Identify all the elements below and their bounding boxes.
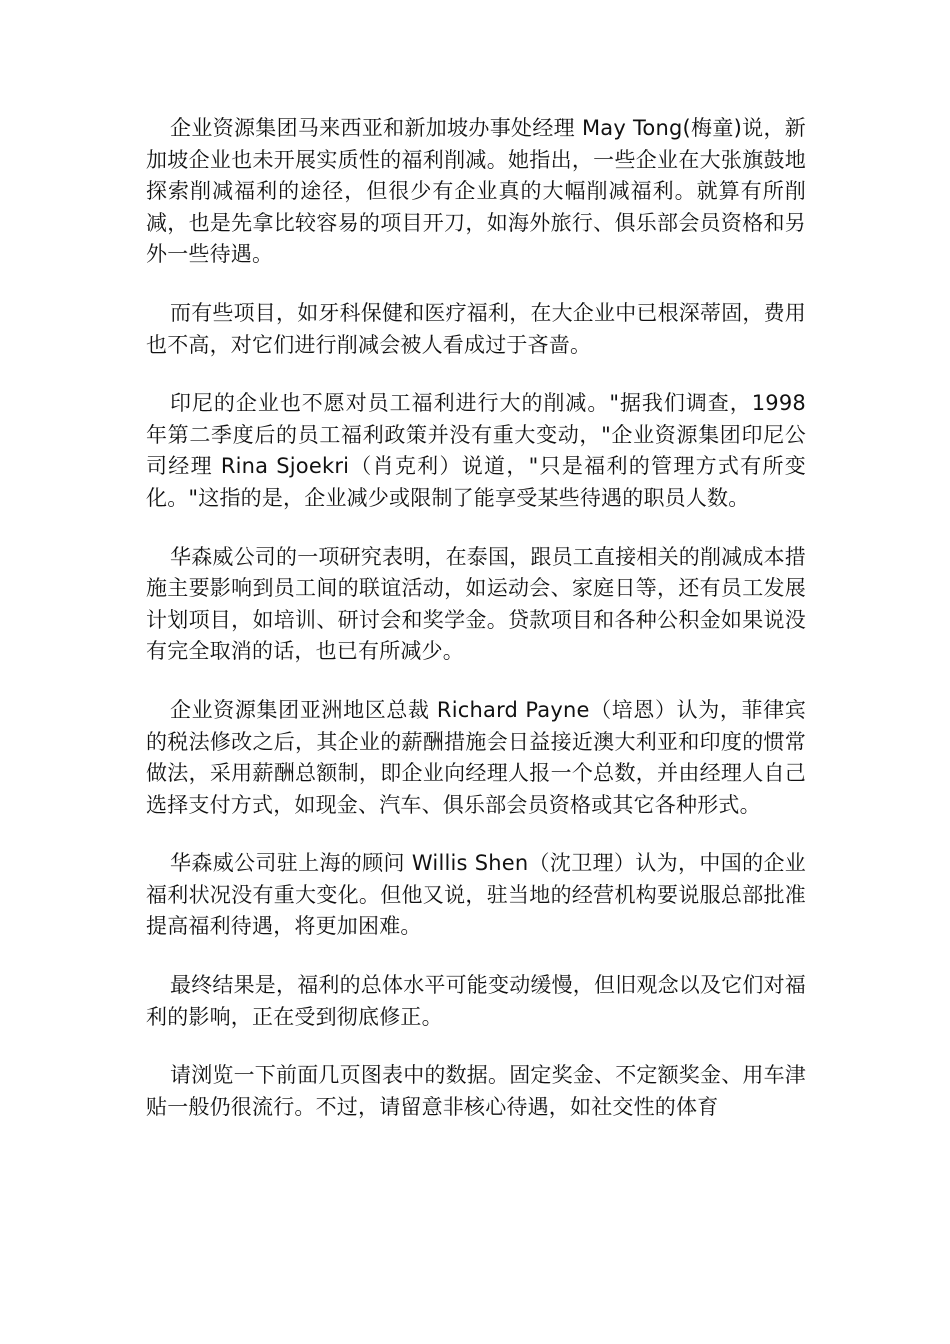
paragraph-8: 请浏览一下前面几页图表中的数据。固定奖金、不定额奖金、用车津贴一般仍很流行。不过，请留意非核心待遇，如社交性的体育	[146, 1063, 806, 1119]
paragraph-3: 印尼的企业也不愿对员工福利进行大的削减。"据我们调查，1998 年第二季度后的员工福利政策并没有重大变动，"企业资源集团印尼公司经理 Rina Sjoekri（肖克利）说道，"只是福利的管理方式有所变化。"这指的是，企业减少或限制了能享受某些待遇的职员人数。	[146, 391, 806, 510]
paragraph-6: 华森威公司驻上海的顾问 Willis Shen（沈卫理）认为，中国的企业福利状况没有重大变化。但他又说，驻当地的经营机构要说服总部批准提高福利待遇，将更加困难。	[146, 851, 806, 939]
paragraph-1: 企业资源集团马来西亚和新加坡办事处经理 May Tong(梅童)说，新加坡企业也未开展实质性的福利削减。她指出，一些企业在大张旗鼓地探索削减福利的途径，但很少有企业真的大幅削减福利。就算有所削减，也是先拿比较容易的项目开刀，如海外旅行、俱乐部会员资格和另外一些待遇。	[146, 116, 806, 267]
paragraph-2: 而有些项目，如牙科保健和医疗福利，在大企业中已根深蒂固，费用也不高，对它们进行削减会被人看成过于吝啬。	[146, 300, 806, 357]
article-body	[146, 113, 806, 1150]
paragraph-7: 最终结果是，福利的总体水平可能变动缓慢，但旧观念以及它们对福利的影响，正在受到彻底修正。	[146, 973, 806, 1029]
paragraph-4: 华森威公司的一项研究表明，在泰国，跟员工直接相关的削减成本措施主要影响到员工间的联谊活动，如运动会、家庭日等，还有员工发展计划项目，如培训、研讨会和奖学金。贷款项目和各种公积金如果说没有完全取消的话，也已有所减少。	[146, 544, 806, 664]
paragraph-5: 企业资源集团亚洲地区总裁 Richard Payne（培恩）认为，菲律宾的税法修改之后，其企业的薪酬措施会日益接近澳大利亚和印度的惯常做法，采用薪酬总额制，即企业向经理人报一个总数，并由经理人自己选择支付方式，如现金、汽车、俱乐部会员资格或其它各种形式。	[146, 697, 806, 817]
